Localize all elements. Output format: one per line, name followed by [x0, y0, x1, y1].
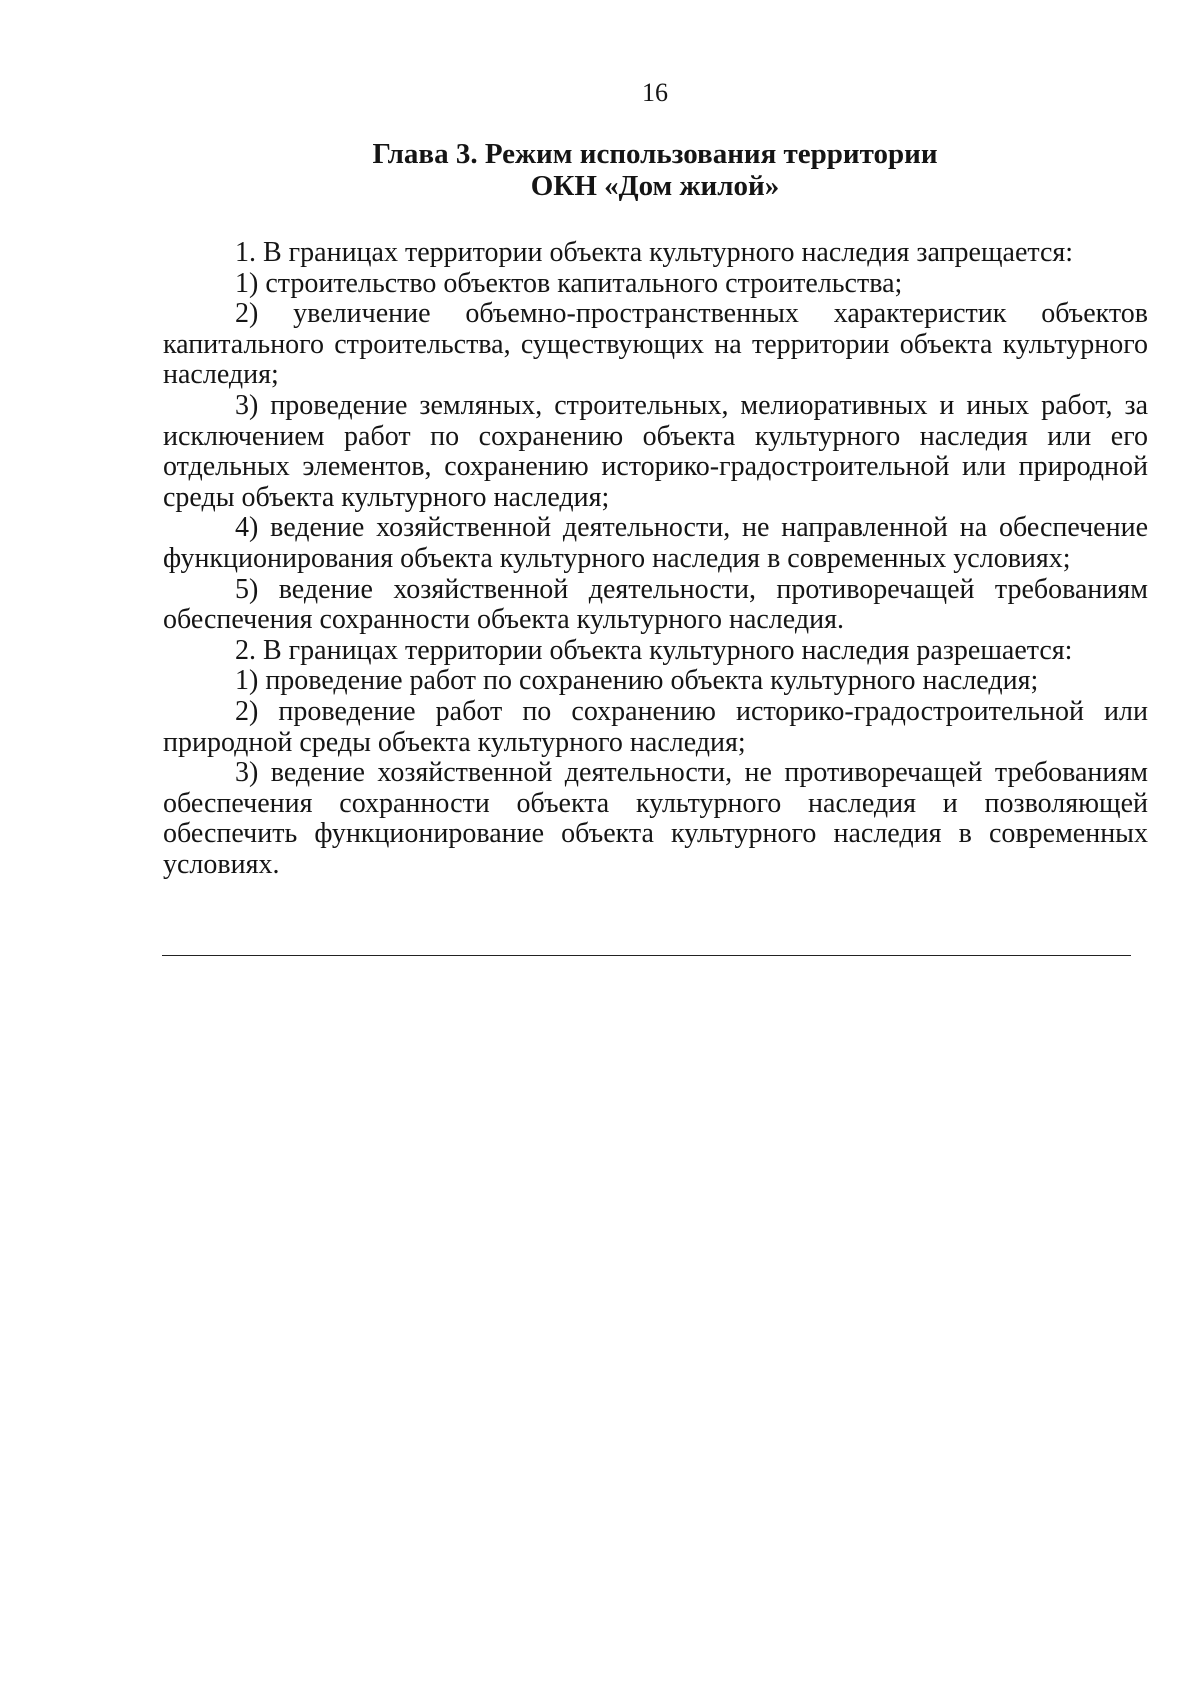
- document-body: [163, 238, 1148, 880]
- paragraph-permitted-item-1: 1) проведение работ по сохранению объекта культурного наследия;: [235, 665, 1039, 697]
- paragraph-prohibited-item-2: 2) увеличение объемно-пространственных характеристик объектов капитального строительства, существующих на территории объекта культурного наследия;: [163, 298, 1148, 391]
- paragraph-prohibited-item-5: 5) ведение хозяйственной деятельности, противоречащей требованиям обеспечения сохранности объекта культурного наследия.: [163, 573, 1148, 636]
- paragraph-permitted-item-2: 2) проведение работ по сохранению историко-градостроительной или природной среды объекта культурного наследия;: [163, 695, 1148, 758]
- paragraph-prohibited-item-1: 1) строительство объектов капитального строительства;: [235, 267, 903, 299]
- chapter-title: [0, 138, 1200, 202]
- paragraph-prohibited-heading: 1. В границах территории объекта культурного наследия запрещается:: [235, 237, 1074, 268]
- paragraph-permitted-heading: 2. В границах территории объекта культурного наследия разрешается:: [235, 634, 1073, 666]
- paragraph-prohibited-item-4: 4) ведение хозяйственной деятельности, не направленной на обеспечение функционирования объекта культурного наследия в современных условиях;: [163, 512, 1148, 574]
- end-divider-line: [162, 955, 1131, 956]
- page-number: 16: [642, 78, 668, 107]
- chapter-title-line-2: ОКН «Дом жилой»: [530, 170, 780, 202]
- chapter-title-line-1: Глава 3. Режим использования территории: [372, 138, 938, 170]
- paragraph-permitted-item-3: 3) ведение хозяйственной деятельности, не противоречащей требованиям обеспечения сохранности объекта культурного наследия и позволяющей обеспечить функционирование объекта культурного наследия в современных условиях.: [163, 757, 1148, 880]
- paragraph-prohibited-item-3: 3) проведение земляных, строительных, мелиоративных и иных работ, за исключением работ по сохранению объекта культурного наследия или его отдельных элементов, сохранению историко-градостроительной или природной среды объекта культурного наследия;: [163, 389, 1148, 513]
